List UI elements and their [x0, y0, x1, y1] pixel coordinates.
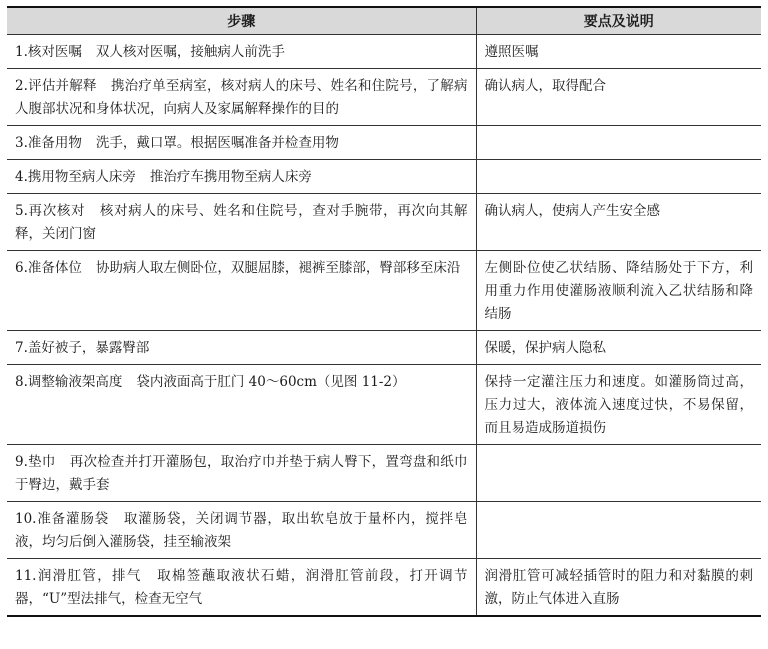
header-step: 步骤: [7, 7, 476, 35]
step-detail: 推治疗车携用物至病人床旁: [149, 169, 312, 185]
table-row: [7, 502, 761, 559]
table-row: [7, 251, 761, 331]
note-cell: 遵照医嘱: [476, 35, 761, 69]
step-detail: 洗手，戴口罩。根据医嘱准备并检查用物: [95, 135, 339, 151]
step-title: 5.再次核对: [15, 203, 86, 219]
step-title: 1.核对医嘱: [15, 44, 82, 60]
step-cell: [7, 445, 476, 502]
step-detail: 再次检查并打开灌肠包，取治疗巾并垫于病人臀下，置弯盘和纸巾于臀边，戴手套: [15, 454, 468, 493]
note-cell: 保暖，保护病人隐私: [476, 331, 761, 365]
note-cell: [476, 160, 761, 194]
enema-procedure-table: [7, 6, 761, 617]
step-cell: [7, 502, 476, 559]
step-title: 3.准备用物: [15, 135, 82, 151]
table-row: [7, 194, 761, 251]
note-cell: 保持一定灌注压力和速度。如灌肠筒过高，压力过大，液体流入速度过快，不易保留，而且易造成肠道损伤: [476, 365, 761, 445]
step-cell: [7, 35, 476, 69]
step-title: 6.准备体位: [15, 260, 82, 276]
note-cell: [476, 502, 761, 559]
step-cell: [7, 160, 476, 194]
step-title: 11.润滑肛管，排气: [15, 568, 142, 584]
step-detail: 携治疗单至病室，核对病人的床号、姓名和住院号，了解病人腹部状况和身体状况，向病人及家属解释操作的目的: [15, 78, 468, 117]
note-cell: 润滑肛管可减轻插管时的阻力和对黏膜的刺激，防止气体进入直肠: [476, 559, 761, 617]
step-detail: 核对病人的床号、姓名和住院号，查对手腕带，再次向其解释，关闭门窗: [15, 203, 468, 242]
step-title: 8.调整输液架高度: [15, 374, 123, 390]
table-row: [7, 126, 761, 160]
step-detail: 袋内液面高于肛门 40～60cm（见图 11-2）: [136, 374, 406, 390]
note-cell: [476, 445, 761, 502]
step-cell: [7, 69, 476, 126]
step-title: 2.评估并解释: [15, 78, 97, 94]
table-row: [7, 365, 761, 445]
table-row: [7, 69, 761, 126]
table-row: [7, 160, 761, 194]
note-cell: 确认病人，使病人产生安全感: [476, 194, 761, 251]
step-title: 10.准备灌肠袋: [15, 511, 110, 527]
note-cell: 左侧卧位使乙状结肠、降结肠处于下方，利用重力作用使灌肠液顺利流入乙状结肠和降结肠: [476, 251, 761, 331]
step-cell: [7, 365, 476, 445]
step-cell: [7, 559, 476, 617]
step-cell: [7, 331, 476, 365]
table-row: [7, 35, 761, 69]
table-row: [7, 331, 761, 365]
step-title: 4.携用物至病人床旁: [15, 169, 136, 185]
table-row: [7, 559, 761, 617]
step-title: 9.垫巾: [15, 454, 56, 470]
header-notes: 要点及说明: [476, 7, 761, 35]
step-cell: [7, 126, 476, 160]
note-cell: [476, 126, 761, 160]
step-detail: 协助病人取左侧卧位，双腿屈膝，褪裤至膝部，臀部移至床沿: [95, 260, 461, 276]
step-detail: 取灌肠袋，关闭调节器，取出软皂放于量杯内，搅拌皂液，均匀后倒入灌肠袋，挂至输液架: [15, 511, 468, 550]
step-cell: [7, 194, 476, 251]
step-cell: [7, 251, 476, 331]
note-cell: 确认病人，取得配合: [476, 69, 761, 126]
table-header-row: [7, 7, 761, 35]
table-row: [7, 445, 761, 502]
step-detail: 双人核对医嘱，接触病人前洗手: [95, 44, 285, 60]
step-title: 7.盖好被子，暴露臀部: [15, 340, 150, 356]
step-detail: 取棉签蘸取液状石蜡，润滑肛管前段，打开调节器，“U”型法排气，检查无空气: [15, 568, 468, 607]
